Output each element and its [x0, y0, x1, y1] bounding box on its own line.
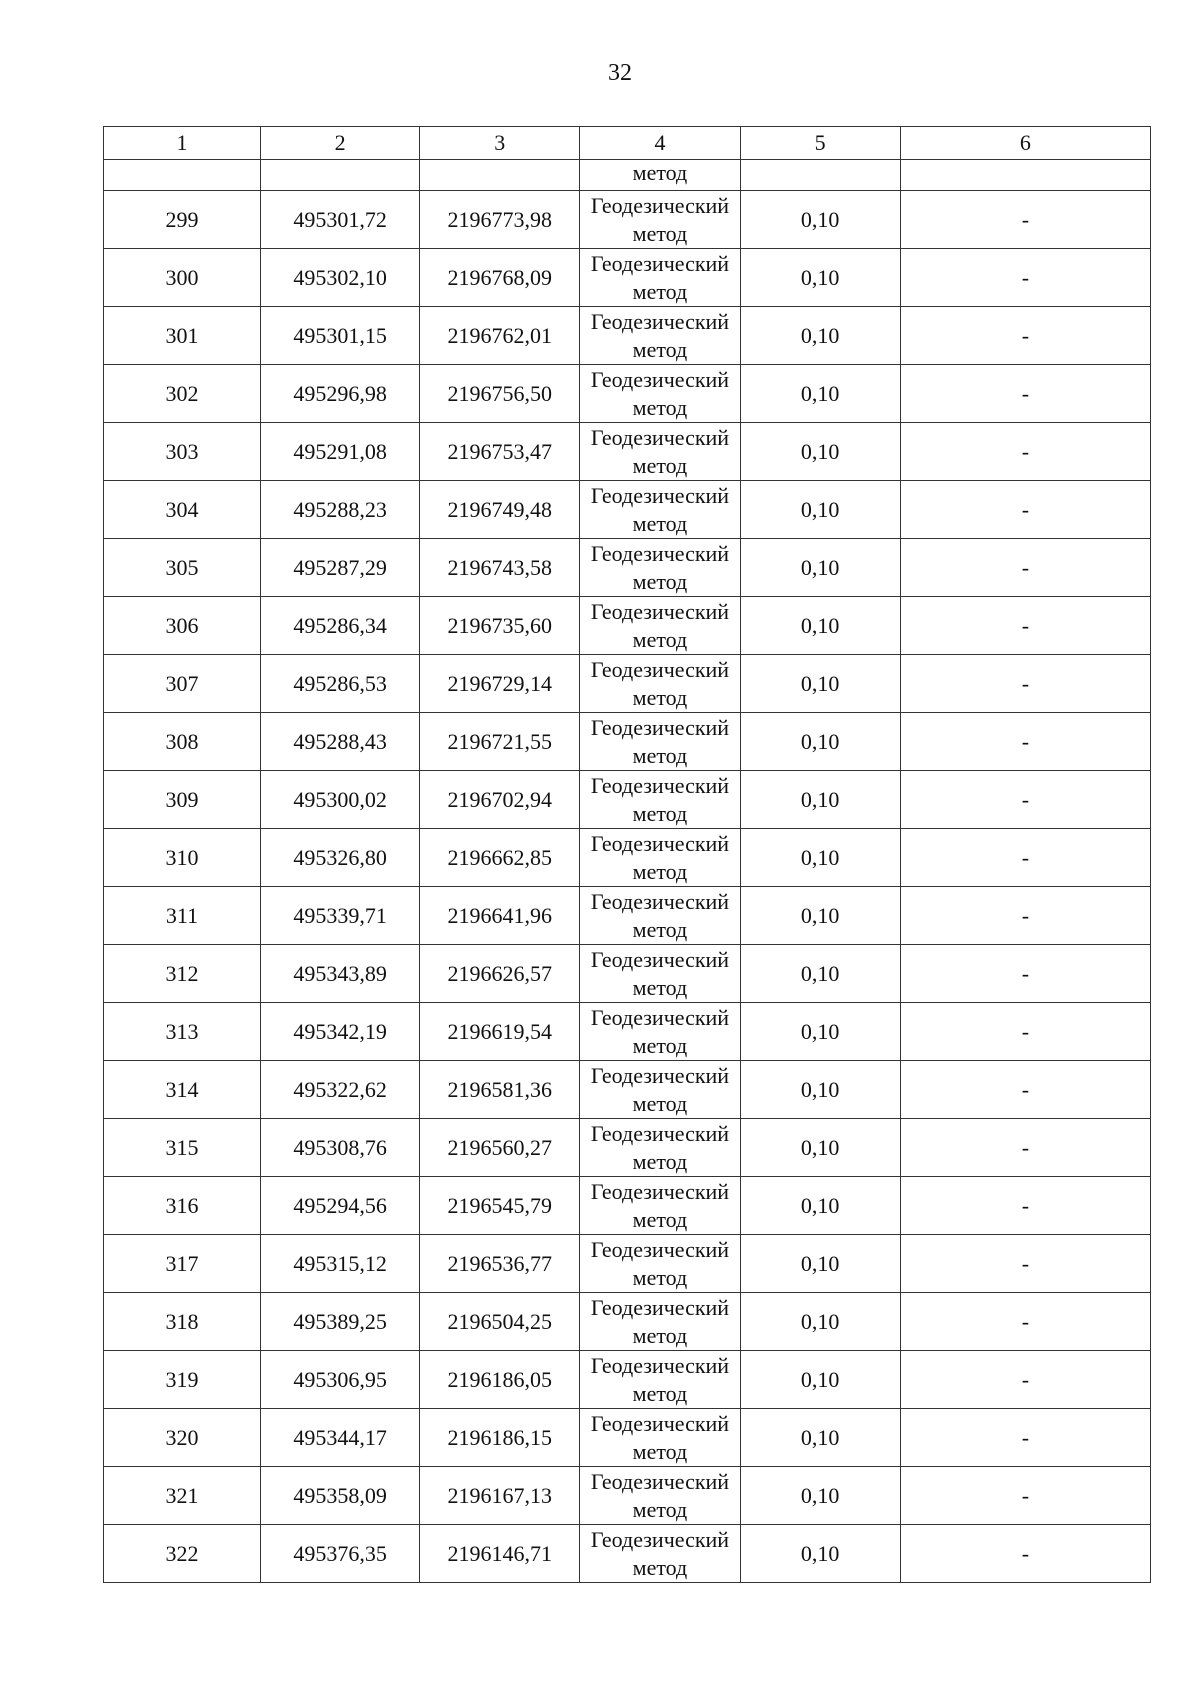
continuation-row — [104, 160, 1151, 191]
method-line-1: Геодезический — [590, 250, 730, 276]
note-cell: - — [900, 1351, 1150, 1409]
column-header: 2 — [261, 127, 420, 160]
method-line-1: Геодезический — [590, 1120, 730, 1146]
method-line-1: Геодезический — [590, 888, 730, 914]
y-coordinate-cell: 2196545,79 — [420, 1177, 580, 1235]
method-line-2: метод — [632, 1438, 688, 1464]
y-coordinate-cell: 2196721,55 — [420, 713, 580, 771]
point-number-cell: 313 — [104, 1003, 261, 1061]
point-number-cell: 321 — [104, 1467, 261, 1525]
table-row — [104, 307, 1151, 365]
table-row — [104, 481, 1151, 539]
method-cell — [580, 249, 740, 307]
method-cell — [580, 945, 740, 1003]
column-header: 6 — [900, 127, 1150, 160]
x-coordinate-cell: 495376,35 — [261, 1525, 420, 1583]
x-coordinate-cell: 495294,56 — [261, 1177, 420, 1235]
point-number-cell: 299 — [104, 191, 261, 249]
note-cell: - — [900, 945, 1150, 1003]
note-cell: - — [900, 539, 1150, 597]
continuation-method-cell: метод — [580, 160, 740, 191]
table-row — [104, 945, 1151, 1003]
x-coordinate-cell: 495358,09 — [261, 1467, 420, 1525]
table-cell — [261, 160, 420, 191]
method-line-2: метод — [632, 626, 688, 652]
accuracy-cell: 0,10 — [740, 1467, 900, 1525]
method-line-1: Геодезический — [590, 772, 730, 798]
table-row — [104, 1351, 1151, 1409]
table-row — [104, 1409, 1151, 1467]
method-line-1: Геодезический — [590, 656, 730, 682]
point-number-cell: 311 — [104, 887, 261, 945]
accuracy-cell: 0,10 — [740, 713, 900, 771]
x-coordinate-cell: 495322,62 — [261, 1061, 420, 1119]
table-row — [104, 597, 1151, 655]
y-coordinate-cell: 2196729,14 — [420, 655, 580, 713]
table-row — [104, 191, 1151, 249]
y-coordinate-cell: 2196186,05 — [420, 1351, 580, 1409]
header-row — [104, 127, 1151, 160]
note-cell: - — [900, 829, 1150, 887]
note-cell: - — [900, 1119, 1150, 1177]
point-number-cell: 317 — [104, 1235, 261, 1293]
accuracy-cell: 0,10 — [740, 1525, 900, 1583]
method-cell — [580, 655, 740, 713]
method-cell — [580, 713, 740, 771]
point-number-cell: 316 — [104, 1177, 261, 1235]
method-line-2: метод — [632, 1148, 688, 1174]
table-cell — [740, 160, 900, 191]
method-cell — [580, 1351, 740, 1409]
accuracy-cell: 0,10 — [740, 655, 900, 713]
note-cell: - — [900, 1409, 1150, 1467]
coordinates-table — [103, 126, 1151, 1583]
coordinates-table-container — [103, 126, 1151, 1583]
method-line-2: метод — [632, 1032, 688, 1058]
method-cell — [580, 1293, 740, 1351]
table-cell — [104, 160, 261, 191]
x-coordinate-cell: 495287,29 — [261, 539, 420, 597]
table-row — [104, 249, 1151, 307]
point-number-cell: 304 — [104, 481, 261, 539]
note-cell: - — [900, 1235, 1150, 1293]
page-number: 32 — [608, 60, 632, 86]
accuracy-cell: 0,10 — [740, 1293, 900, 1351]
method-line-1: Геодезический — [590, 1004, 730, 1030]
y-coordinate-cell: 2196773,98 — [420, 191, 580, 249]
note-cell: - — [900, 887, 1150, 945]
table-cell — [420, 160, 580, 191]
accuracy-cell: 0,10 — [740, 1235, 900, 1293]
point-number-cell: 301 — [104, 307, 261, 365]
point-number-cell: 314 — [104, 1061, 261, 1119]
point-number-cell: 302 — [104, 365, 261, 423]
y-coordinate-cell: 2196167,13 — [420, 1467, 580, 1525]
note-cell: - — [900, 1293, 1150, 1351]
method-line-2: метод — [632, 278, 688, 304]
method-cell — [580, 1061, 740, 1119]
accuracy-cell: 0,10 — [740, 191, 900, 249]
accuracy-cell: 0,10 — [740, 1177, 900, 1235]
accuracy-cell: 0,10 — [740, 829, 900, 887]
note-cell: - — [900, 423, 1150, 481]
table-row — [104, 423, 1151, 481]
x-coordinate-cell: 495300,02 — [261, 771, 420, 829]
method-line-1: Геодезический — [590, 308, 730, 334]
note-cell: - — [900, 597, 1150, 655]
y-coordinate-cell: 2196735,60 — [420, 597, 580, 655]
table-row — [104, 829, 1151, 887]
y-coordinate-cell: 2196581,36 — [420, 1061, 580, 1119]
method-line-2: метод — [632, 452, 688, 478]
note-cell: - — [900, 365, 1150, 423]
method-line-1: Геодезический — [590, 1410, 730, 1436]
x-coordinate-cell: 495288,23 — [261, 481, 420, 539]
method-line-2: метод — [632, 974, 688, 1000]
method-cell — [580, 423, 740, 481]
x-coordinate-cell: 495342,19 — [261, 1003, 420, 1061]
point-number-cell: 305 — [104, 539, 261, 597]
table-row — [104, 655, 1151, 713]
method-line-1: Геодезический — [590, 1062, 730, 1088]
method-line-1: Геодезический — [590, 1178, 730, 1204]
y-coordinate-cell: 2196762,01 — [420, 307, 580, 365]
y-coordinate-cell: 2196743,58 — [420, 539, 580, 597]
x-coordinate-cell: 495326,80 — [261, 829, 420, 887]
point-number-cell: 300 — [104, 249, 261, 307]
point-number-cell: 322 — [104, 1525, 261, 1583]
x-coordinate-cell: 495344,17 — [261, 1409, 420, 1467]
method-cell — [580, 539, 740, 597]
note-cell: - — [900, 481, 1150, 539]
method-line-2: метод — [632, 684, 688, 710]
y-coordinate-cell: 2196753,47 — [420, 423, 580, 481]
method-line-1: Геодезический — [590, 192, 730, 218]
method-cell — [580, 481, 740, 539]
accuracy-cell: 0,10 — [740, 481, 900, 539]
method-line-2: метод — [632, 568, 688, 594]
method-line-1: Геодезический — [590, 1526, 730, 1552]
x-coordinate-cell: 495291,08 — [261, 423, 420, 481]
accuracy-cell: 0,10 — [740, 945, 900, 1003]
note-cell: - — [900, 771, 1150, 829]
x-coordinate-cell: 495296,98 — [261, 365, 420, 423]
method-cell — [580, 1119, 740, 1177]
column-header: 4 — [580, 127, 740, 160]
point-number-cell: 319 — [104, 1351, 261, 1409]
table-row — [104, 1177, 1151, 1235]
note-cell: - — [900, 713, 1150, 771]
method-line-2: метод — [632, 510, 688, 536]
method-line-1: Геодезический — [590, 946, 730, 972]
method-cell — [580, 307, 740, 365]
y-coordinate-cell: 2196186,15 — [420, 1409, 580, 1467]
method-cell — [580, 191, 740, 249]
x-coordinate-cell: 495339,71 — [261, 887, 420, 945]
column-header: 5 — [740, 127, 900, 160]
point-number-cell: 310 — [104, 829, 261, 887]
method-cell — [580, 1409, 740, 1467]
y-coordinate-cell: 2196702,94 — [420, 771, 580, 829]
x-coordinate-cell: 495301,72 — [261, 191, 420, 249]
y-coordinate-cell: 2196536,77 — [420, 1235, 580, 1293]
table-row — [104, 713, 1151, 771]
table-row — [104, 771, 1151, 829]
note-cell: - — [900, 655, 1150, 713]
method-line-1: Геодезический — [590, 482, 730, 508]
method-cell — [580, 597, 740, 655]
accuracy-cell: 0,10 — [740, 423, 900, 481]
y-coordinate-cell: 2196619,54 — [420, 1003, 580, 1061]
x-coordinate-cell: 495288,43 — [261, 713, 420, 771]
method-cell — [580, 1467, 740, 1525]
accuracy-cell: 0,10 — [740, 365, 900, 423]
x-coordinate-cell: 495315,12 — [261, 1235, 420, 1293]
accuracy-cell: 0,10 — [740, 1409, 900, 1467]
table-row — [104, 1525, 1151, 1583]
accuracy-cell: 0,10 — [740, 771, 900, 829]
note-cell: - — [900, 1177, 1150, 1235]
method-cell — [580, 829, 740, 887]
x-coordinate-cell: 495389,25 — [261, 1293, 420, 1351]
method-cell — [580, 365, 740, 423]
point-number-cell: 303 — [104, 423, 261, 481]
table-row — [104, 539, 1151, 597]
point-number-cell: 306 — [104, 597, 261, 655]
y-coordinate-cell: 2196749,48 — [420, 481, 580, 539]
note-cell: - — [900, 1525, 1150, 1583]
y-coordinate-cell: 2196560,27 — [420, 1119, 580, 1177]
x-coordinate-cell: 495302,10 — [261, 249, 420, 307]
method-line-1: Геодезический — [590, 1236, 730, 1262]
method-line-1: Геодезический — [590, 598, 730, 624]
y-coordinate-cell: 2196504,25 — [420, 1293, 580, 1351]
table-cell — [900, 160, 1150, 191]
x-coordinate-cell: 495306,95 — [261, 1351, 420, 1409]
method-line-2: метод — [632, 1206, 688, 1232]
point-number-cell: 308 — [104, 713, 261, 771]
y-coordinate-cell: 2196768,09 — [420, 249, 580, 307]
x-coordinate-cell: 495308,76 — [261, 1119, 420, 1177]
method-line-1: Геодезический — [590, 830, 730, 856]
method-cell — [580, 771, 740, 829]
table-row — [104, 887, 1151, 945]
accuracy-cell: 0,10 — [740, 597, 900, 655]
note-cell: - — [900, 249, 1150, 307]
table-row — [104, 1119, 1151, 1177]
table-row — [104, 1467, 1151, 1525]
note-cell: - — [900, 307, 1150, 365]
method-line-2: метод — [632, 916, 688, 942]
method-cell — [580, 1525, 740, 1583]
table-row — [104, 1003, 1151, 1061]
method-line-2: метод — [632, 1380, 688, 1406]
accuracy-cell: 0,10 — [740, 887, 900, 945]
method-cell — [580, 1003, 740, 1061]
method-line-2: метод — [632, 1264, 688, 1290]
point-number-cell: 318 — [104, 1293, 261, 1351]
table-row — [104, 365, 1151, 423]
x-coordinate-cell: 495343,89 — [261, 945, 420, 1003]
x-coordinate-cell: 495286,53 — [261, 655, 420, 713]
column-header: 3 — [420, 127, 580, 160]
method-line-2: метод — [632, 800, 688, 826]
point-number-cell: 312 — [104, 945, 261, 1003]
table-row — [104, 1235, 1151, 1293]
method-line-2: метод — [632, 1496, 688, 1522]
method-line-1: Геодезический — [590, 714, 730, 740]
method-line-1: Геодезический — [590, 1294, 730, 1320]
accuracy-cell: 0,10 — [740, 1351, 900, 1409]
y-coordinate-cell: 2196662,85 — [420, 829, 580, 887]
accuracy-cell: 0,10 — [740, 539, 900, 597]
column-header: 1 — [104, 127, 261, 160]
method-line-2: метод — [632, 336, 688, 362]
method-line-2: метод — [632, 1322, 688, 1348]
method-line-1: Геодезический — [590, 1352, 730, 1378]
method-cell — [580, 1177, 740, 1235]
method-line-2: метод — [632, 742, 688, 768]
x-coordinate-cell: 495286,34 — [261, 597, 420, 655]
accuracy-cell: 0,10 — [740, 1119, 900, 1177]
y-coordinate-cell: 2196756,50 — [420, 365, 580, 423]
y-coordinate-cell: 2196626,57 — [420, 945, 580, 1003]
note-cell: - — [900, 1467, 1150, 1525]
method-line-1: Геодезический — [590, 424, 730, 450]
method-line-1: Геодезический — [590, 1468, 730, 1494]
accuracy-cell: 0,10 — [740, 307, 900, 365]
method-cell — [580, 887, 740, 945]
point-number-cell: 315 — [104, 1119, 261, 1177]
x-coordinate-cell: 495301,15 — [261, 307, 420, 365]
note-cell: - — [900, 1061, 1150, 1119]
point-number-cell: 320 — [104, 1409, 261, 1467]
note-cell: - — [900, 191, 1150, 249]
point-number-cell: 307 — [104, 655, 261, 713]
accuracy-cell: 0,10 — [740, 1061, 900, 1119]
table-row — [104, 1293, 1151, 1351]
accuracy-cell: 0,10 — [740, 249, 900, 307]
method-line-2: метод — [632, 220, 688, 246]
y-coordinate-cell: 2196146,71 — [420, 1525, 580, 1583]
point-number-cell: 309 — [104, 771, 261, 829]
method-line-2: метод — [632, 394, 688, 420]
method-line-2: метод — [632, 1090, 688, 1116]
method-line-1: Геодезический — [590, 540, 730, 566]
table-row — [104, 1061, 1151, 1119]
method-cell — [580, 1235, 740, 1293]
method-line-2: метод — [632, 1554, 688, 1580]
method-line-1: Геодезический — [590, 366, 730, 392]
note-cell: - — [900, 1003, 1150, 1061]
accuracy-cell: 0,10 — [740, 1003, 900, 1061]
y-coordinate-cell: 2196641,96 — [420, 887, 580, 945]
method-line-2: метод — [632, 858, 688, 884]
